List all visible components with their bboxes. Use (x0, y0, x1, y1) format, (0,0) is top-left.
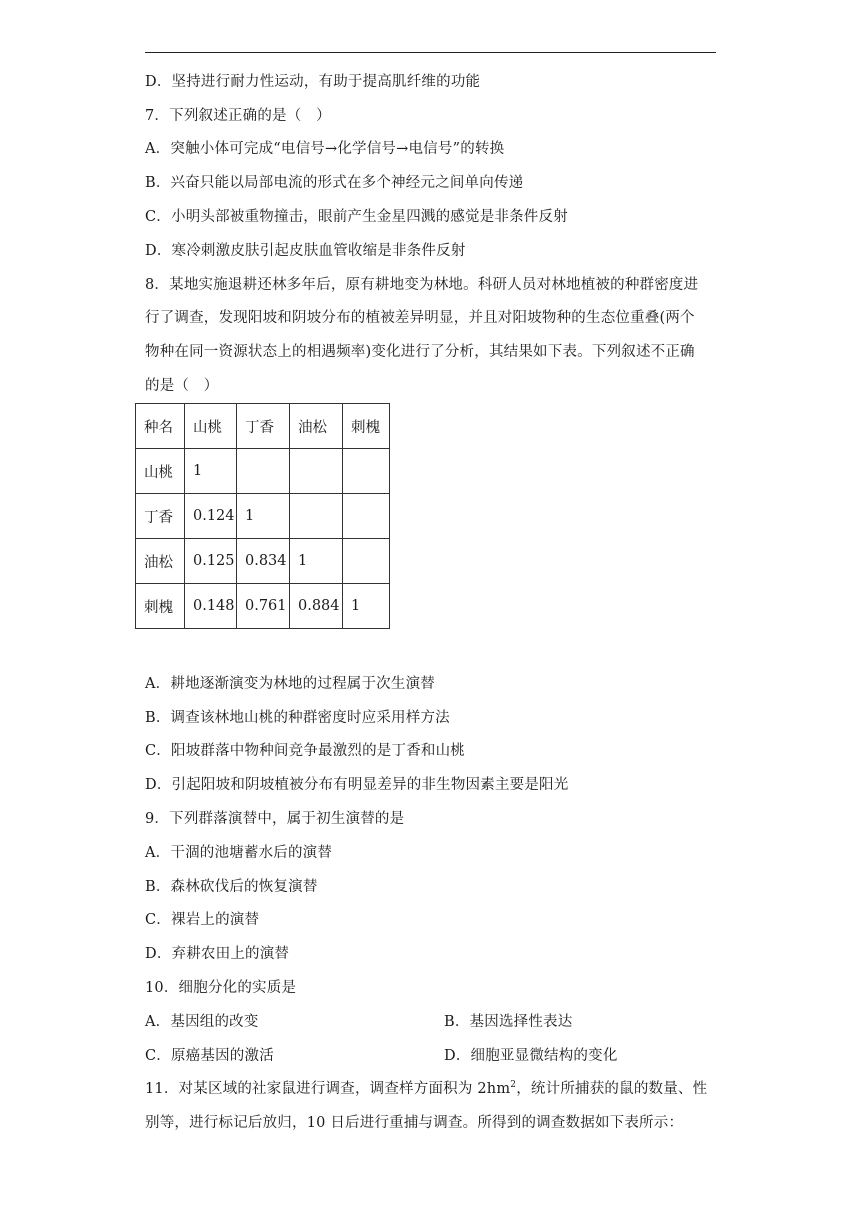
table-cell: 刺槐 (136, 584, 185, 629)
superscript-2: 2 (510, 1080, 517, 1091)
table-header-cell: 油松 (290, 404, 343, 449)
q8-stem-line-2: 行了调查，发现阳坡和阴坡分布的植被差异明显，并且对阳坡物种的生态位重叠(两个 (145, 310, 695, 326)
table-cell: 0.124 (185, 494, 237, 539)
table-header-cell: 种名 (136, 404, 185, 449)
q9-option-d: D．弃耕农田上的演替 (145, 946, 290, 962)
table-header-cell: 刺槐 (343, 404, 390, 449)
q7-option-b: B．兴奋只能以局部电流的形式在多个神经元之间单向传递 (145, 175, 524, 191)
q8-option-a: A．耕地逐渐演变为林地的过程属于次生演替 (145, 676, 435, 692)
table-cell (343, 494, 390, 539)
q10-option-d: D．细胞亚显微结构的变化 (444, 1048, 618, 1064)
table-cell: 1 (237, 494, 290, 539)
table-cell: 0.148 (185, 584, 237, 629)
table-header-cell: 山桃 (185, 404, 237, 449)
table-cell: 1 (343, 584, 390, 629)
table-header-cell: 丁香 (237, 404, 290, 449)
q8-option-c: C．阳坡群落中物种间竞争最激烈的是丁香和山桃 (145, 743, 465, 759)
q8-option-b: B．调查该林地山桃的种群密度时应采用样方法 (145, 710, 450, 726)
table-cell: 0.834 (237, 539, 290, 584)
q9-option-b: B．森林砍伐后的恢复演替 (145, 879, 318, 895)
q10-option-b: B．基因选择性表达 (444, 1014, 573, 1030)
q6-option-d: D．坚持进行耐力性运动，有助于提高肌纤维的功能 (145, 74, 481, 90)
q11-stem-line-1 (145, 1079, 707, 1099)
table-cell (237, 449, 290, 494)
q9-stem: 9．下列群落演替中，属于初生演替的是 (145, 811, 405, 827)
q7-stem: 7．下列叙述正确的是（ ） (145, 108, 331, 124)
q9-option-a: A．干涸的池塘蓄水后的演替 (145, 845, 333, 861)
table-cell: 丁香 (136, 494, 185, 539)
q8-stem-line-3: 物种在同一资源状态上的相遇频率)变化进行了分析，其结果如下表。下列叙述不正确 (145, 344, 695, 360)
table-cell: 1 (290, 539, 343, 584)
q11-stem-line-2: 别等，进行标记后放归，10 日后进行重捕与调查。所得到的调查数据如下表所示： (145, 1115, 684, 1131)
table-row (136, 494, 390, 539)
q9-option-c: C．裸岩上的演替 (145, 912, 260, 928)
table-cell (290, 449, 343, 494)
header-rule (145, 52, 716, 53)
table-cell: 0.884 (290, 584, 343, 629)
table-cell: 0.761 (237, 584, 290, 629)
table-cell: 0.125 (185, 539, 237, 584)
table-row (136, 449, 390, 494)
table-row (136, 584, 390, 629)
niche-overlap-table (135, 403, 390, 629)
q10-stem: 10．细胞分化的实质是 (145, 980, 297, 996)
table-cell (343, 449, 390, 494)
table-cell: 油松 (136, 539, 185, 584)
table-cell: 1 (185, 449, 237, 494)
q10-option-c: C．原癌基因的激活 (145, 1048, 274, 1064)
table-row (136, 539, 390, 584)
q8-option-d: D．引起阳坡和阴坡植被分布有明显差异的非生物因素主要是阳光 (145, 777, 569, 793)
table-header-row (136, 404, 390, 449)
q10-option-a: A．基因组的改变 (145, 1014, 259, 1030)
q11-stem-text: 11．对某区域的社家鼠进行调查，调查样方面积为 2hm (145, 1081, 511, 1097)
table-cell (343, 539, 390, 584)
q8-stem-line-1: 8．某地实施退耕还林多年后，原有耕地变为林地。科研人员对林地植被的种群密度进 (145, 277, 699, 293)
table-cell: 山桃 (136, 449, 185, 494)
q8-stem-line-4: 的是（ ） (145, 378, 219, 394)
q7-option-d: D．寒冷刺激皮肤引起皮肤血管收缩是非条件反射 (145, 243, 466, 259)
table-cell (290, 494, 343, 539)
q11-stem-text-rest: ，统计所捕获的鼠的数量、性 (516, 1081, 708, 1097)
q7-option-a: A．突触小体可完成“电信号→化学信号→电信号”的转换 (145, 141, 505, 157)
q7-option-c: C．小明头部被重物撞击，眼前产生金星四溅的感觉是非条件反射 (145, 209, 568, 225)
